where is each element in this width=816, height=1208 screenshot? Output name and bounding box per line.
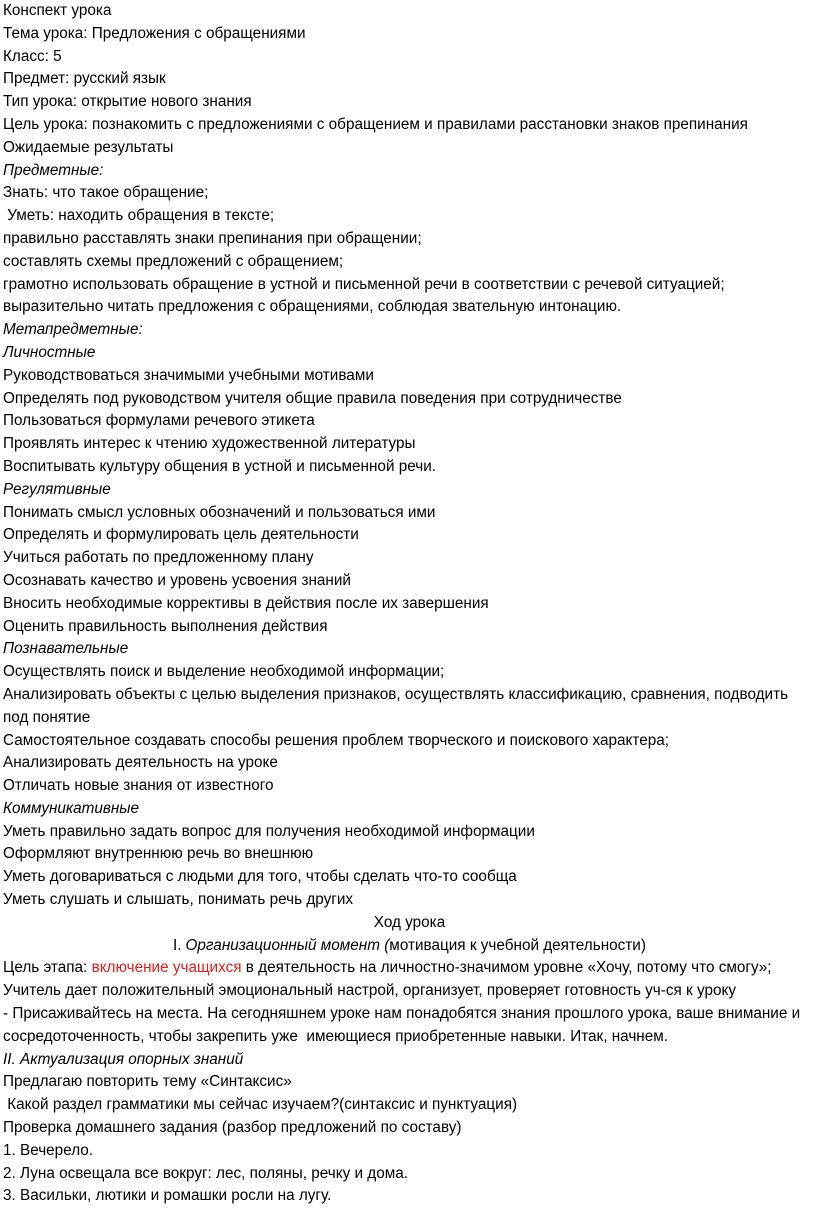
stage-1-heading — [3, 935, 816, 958]
cognitive-item: Осуществлять поиск и выделение необходимой информации; — [3, 663, 445, 681]
personal-heading: Личностные — [3, 343, 96, 361]
homework-sentence: 1. Вечерело. — [3, 1141, 94, 1159]
lesson-topic: Тема урока: Предложения с обращениями — [3, 24, 306, 42]
personal-item: Воспитывать культуру общения в устной и письменной речи. — [3, 457, 437, 475]
regulatory-item: Вносить необходимые коррективы в действия после их завершения — [3, 594, 489, 612]
lesson-type: Тип урока: открытие нового знания — [3, 93, 252, 111]
doc-title: Конспект урока — [3, 2, 112, 19]
subject-result-item: правильно расставлять знаки препинания при обращении; — [3, 229, 422, 247]
communicative-item: Уметь договариваться с людьми для того, чтобы сделать что-то сообща — [3, 868, 517, 886]
communicative-item: Уметь слушать и слышать, понимать речь других — [3, 891, 354, 909]
homework-sentence: 2. Луна освещала все вокруг: лес, поляны, речку и дома. — [3, 1164, 408, 1182]
stage-2-line: Какой раздел грамматики мы сейчас изучаем?(синтаксис и пунктуация) — [3, 1096, 518, 1114]
expected-results-heading: Ожидаемые результаты — [3, 138, 174, 156]
regulatory-item: Определять и формулировать цель деятельности — [3, 526, 359, 544]
stage-2-line: Предлагаю повторить тему «Синтаксис» — [3, 1073, 292, 1091]
lesson-goal: Цель урока: познакомить с предложениями с обращением и правилами расстановки знаков препинания — [3, 115, 748, 133]
personal-item: Пользоваться формулами речевого этикета — [3, 412, 315, 430]
subject-result-item: составлять схемы предложений с обращением; — [3, 252, 344, 270]
stage-1-goal-rest: в деятельность на личностно-значимом уровне «Хочу, потому что смогу»; — [241, 959, 772, 977]
meta-results-heading: Метапредметные: — [3, 321, 143, 339]
stage-1-title: Организационный момент ( — [185, 936, 390, 954]
stage-1-teacher: Учитель дает положительный эмоциональный настрой, организует, проверяет готовность уч-ся к уроку — [3, 982, 737, 1000]
subject-result-item: выразительно читать предложения с обращениями, соблюдая звательную интонацию. — [3, 298, 622, 316]
cognitive-item: Анализировать деятельность на уроке — [3, 754, 278, 772]
stage-2-line: Проверка домашнего задания (разбор предложений по составу) — [3, 1119, 462, 1137]
homework-sentence: 3. Васильки, лютики и ромашки росли на лугу. — [3, 1187, 332, 1205]
stage-1-numeral: I. — [173, 936, 182, 954]
lesson-subject: Предмет: русский язык — [3, 70, 166, 88]
stage-1-goal — [3, 957, 816, 980]
personal-item: Руководствоваться значимыми учебными мотивами — [3, 366, 374, 384]
stage-1-note: мотивация к учебной деятельности) — [389, 936, 646, 954]
personal-item: Определять под руководством учителя общие правила поведения при сотрудничестве — [3, 389, 622, 407]
stage-1-goal-prefix: Цель этапа: — [3, 959, 92, 977]
regulatory-item: Понимать смысл условных обозначений и пользоваться ими — [3, 503, 436, 521]
subject-result-item: Уметь: находить обращения в тексте; — [3, 207, 275, 225]
personal-item: Проявлять интерес к чтению художественной литературы — [3, 435, 416, 453]
cognitive-item: Самостоятельное создавать способы решения проблем творческого и поискового характера; — [3, 731, 669, 749]
regulatory-heading: Регулятивные — [3, 480, 111, 498]
regulatory-item: Осознавать качество и уровень усвоения знаний — [3, 571, 351, 589]
subject-result-item: грамотно использовать обращение в устной и письменной речи в соответствии с речевой ситуацией; — [3, 275, 725, 293]
communicative-item: Уметь правильно задать вопрос для получения необходимой информации — [3, 822, 535, 840]
lesson-grade: Класс: 5 — [3, 47, 62, 65]
stage-2-heading: II. Актуализация опорных знаний — [3, 1050, 244, 1068]
communicative-heading: Коммуникативные — [3, 799, 140, 817]
regulatory-item: Оценить правильность выполнения действия — [3, 617, 328, 635]
cognitive-item: Анализировать объекты с целью выделения признаков, осуществлять классификацию, сравнения, подводить под понятие — [3, 685, 789, 726]
subject-result-item: Знать: что такое обращение; — [3, 184, 209, 202]
cognitive-heading: Познавательные — [3, 640, 129, 658]
subject-results-heading: Предметные: — [3, 161, 104, 179]
stage-1-goal-highlight: включение учащихся — [91, 959, 242, 977]
cognitive-item: Отличать новые знания от известного — [3, 777, 274, 795]
course-title: Ход урока — [373, 913, 446, 931]
stage-1-speech: - Присаживайтесь на места. На сегодняшнем уроке нам понадобятся знания прошлого урока, ваше внимание и сосредоточенность, чтобы закрепить уже имеющиеся приобретенные навыки. Итак, начнем. — [3, 1005, 805, 1045]
regulatory-item: Учиться работать по предложенному плану — [3, 549, 314, 567]
communicative-item: Оформляют внутреннюю речь во внешнюю — [3, 845, 314, 863]
